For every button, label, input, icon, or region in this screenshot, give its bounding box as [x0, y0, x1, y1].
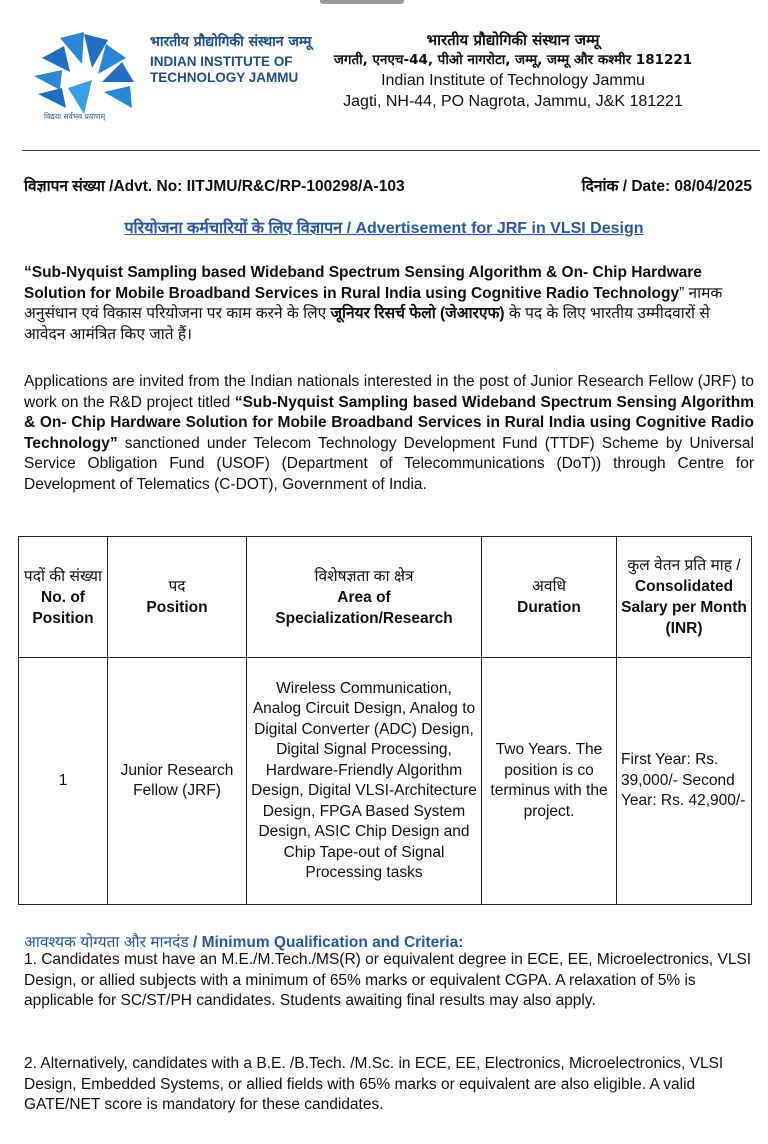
english-intro-paragraph — [24, 372, 754, 495]
header-en: Position — [146, 599, 208, 616]
header-en: Consolidated Salary per Month (INR) — [621, 578, 747, 637]
header-hi: कुल वेतन प्रति माह / — [627, 557, 741, 574]
project-title-hi-para: “Sub-Nyquist Sampling based Wideband Spectrum Sensing Algorithm & On- Chip Hardware Solution for Mobile Broadband Services in Rural India using Cognitive Radio Technology — [24, 264, 702, 302]
hindi-intro-paragraph — [24, 263, 724, 345]
qualification-heading-en: / Minimum Qualification and Criteria: — [188, 934, 464, 951]
header-en: No. of Position — [32, 588, 94, 627]
project-title-en-para: “Sub-Nyquist Sampling based Wideband Spectrum Sensing Algorithm & On- Chip Hardware Solution for Mobile Broadband Services in Rural India using Cognitive Radio Technology” — [24, 393, 754, 452]
address-english-location: Jagti, NH-44, PO Nagrota, Jammu, J&K 181221 — [343, 93, 683, 110]
institute-address — [298, 30, 728, 112]
english-intro-text-a: Applications are invited from the Indian nationals interested in the post of Junior Research Fellow (JRF) to work on the R&D project titled — [24, 373, 754, 411]
header-hi: विशेषज्ञता का क्षेत्र — [314, 567, 414, 585]
header-divider — [22, 150, 760, 151]
letterhead — [0, 20, 768, 135]
qualification-heading-hi: आवश्यक योग्यता और मानदंड — [24, 934, 189, 951]
cell-count: 1 — [19, 658, 108, 905]
header-area — [247, 537, 482, 658]
position-table — [18, 536, 752, 905]
qualification-heading — [24, 930, 463, 952]
jrf-hindi: जूनियर रिसर्च फेलो (जेआरएफ) — [330, 305, 505, 322]
table-header-row — [19, 537, 752, 658]
header-duration — [482, 537, 617, 658]
address-hindi-name: भारतीय प्रौद्योगिकी संस्थान जम्मू — [426, 31, 600, 49]
cell-area: Wireless Communication, Analog Circuit Design, Analog to Digital Converter (ADC) Design, Digital Signal Processing, Hardware-Friendly Algorithm Design, Digital VLSI-Architecture Design, FPGA Based System Design, ASIC Chip Design and Chip Tape-out of Signal Processing tasks — [247, 658, 482, 905]
hindi-intro-text-a: ” नामक अनुसंधान एवं विकास परियोजना पर काम करने के लिए — [24, 284, 723, 322]
logo-wordmark — [150, 34, 311, 86]
qualification-item-2: 2. Alternatively, candidates with a B.E. /B.Tech. /M.Sc. in ECE, EE, Electronics, Microelectronics, VLSI Design, Embedded Systems, or allied fields with 65% marks or equivalent are also eligible. A valid GATE/NET score is mandatory for these candidates. — [24, 1055, 724, 1113]
cell-position: Junior Research Fellow (JRF) — [108, 658, 247, 905]
hindi-intro-text-b: के पद के लिए भारतीय उम्मीदवारों से आवेदन आमंत्रित किए जाते हैं। — [24, 305, 710, 343]
cell-duration: Two Years. The position is co terminus with the project. — [482, 658, 617, 905]
address-english-name: Indian Institute of Technology Jammu — [381, 72, 645, 89]
header-hi: पदों की संख्या — [23, 567, 103, 585]
header-salary — [617, 537, 752, 658]
english-intro-text-b: sanctioned under Telecom Technology Development Fund (TTDF) Scheme by Universal Service Obligation Fund (USOF) (Department of Telecommunications (DoT)) through Centre for Development of Telematics (C-DOT), Government of India. — [24, 434, 754, 493]
logo-motto: विद्यया सर्वभव प्रयाणम् — [44, 112, 106, 121]
address-hindi-location: जगती, एनएच-44, पीओ नागरोटा, जम्मू, जम्मू और कश्मीर 181221 — [333, 52, 693, 68]
logo-hindi-name: भारतीय प्रौद्योगिकी संस्थान जम्मू — [150, 34, 312, 50]
page-title: परियोजना कर्मचारियों के लिए विज्ञापन / Advertisement for JRF in VLSI Design — [124, 220, 644, 237]
header-hi: अवधि — [531, 578, 566, 595]
advertisement-date: दिनांक / Date: 08/04/2025 — [581, 178, 752, 195]
header-hi: पद — [168, 578, 186, 595]
window-grabber-bar — [320, 0, 404, 4]
header-en: Area of Specialization/Research — [275, 588, 453, 627]
header-position — [108, 537, 247, 658]
cell-salary: First Year: Rs. 39,000/- Second Year: Rs. 42,900/- — [617, 658, 752, 905]
qualification-item-1: 1. Candidates must have an M.E./M.Tech./MS(R) or equivalent degree in ECE, EE, Microelectronics, VLSI Design, or allied subjects with a minimum of 65% marks or equivalent CGPA. A relaxation of 5% is applicable for SC/ST/PH candidates. Students awaiting final results may also apply. — [24, 951, 752, 1009]
header-no-of-position — [19, 537, 108, 658]
logo-english-line1: INDIAN INSTITUTE OF — [150, 54, 293, 69]
advertisement-number: विज्ञापन संख्या /Advt. No: IITJMU/R&C/RP-100298/A-103 — [24, 178, 405, 195]
logo-english-line2: TECHNOLOGY JAMMU — [150, 70, 299, 85]
header-en: Duration — [517, 599, 581, 616]
table-row — [19, 658, 752, 905]
